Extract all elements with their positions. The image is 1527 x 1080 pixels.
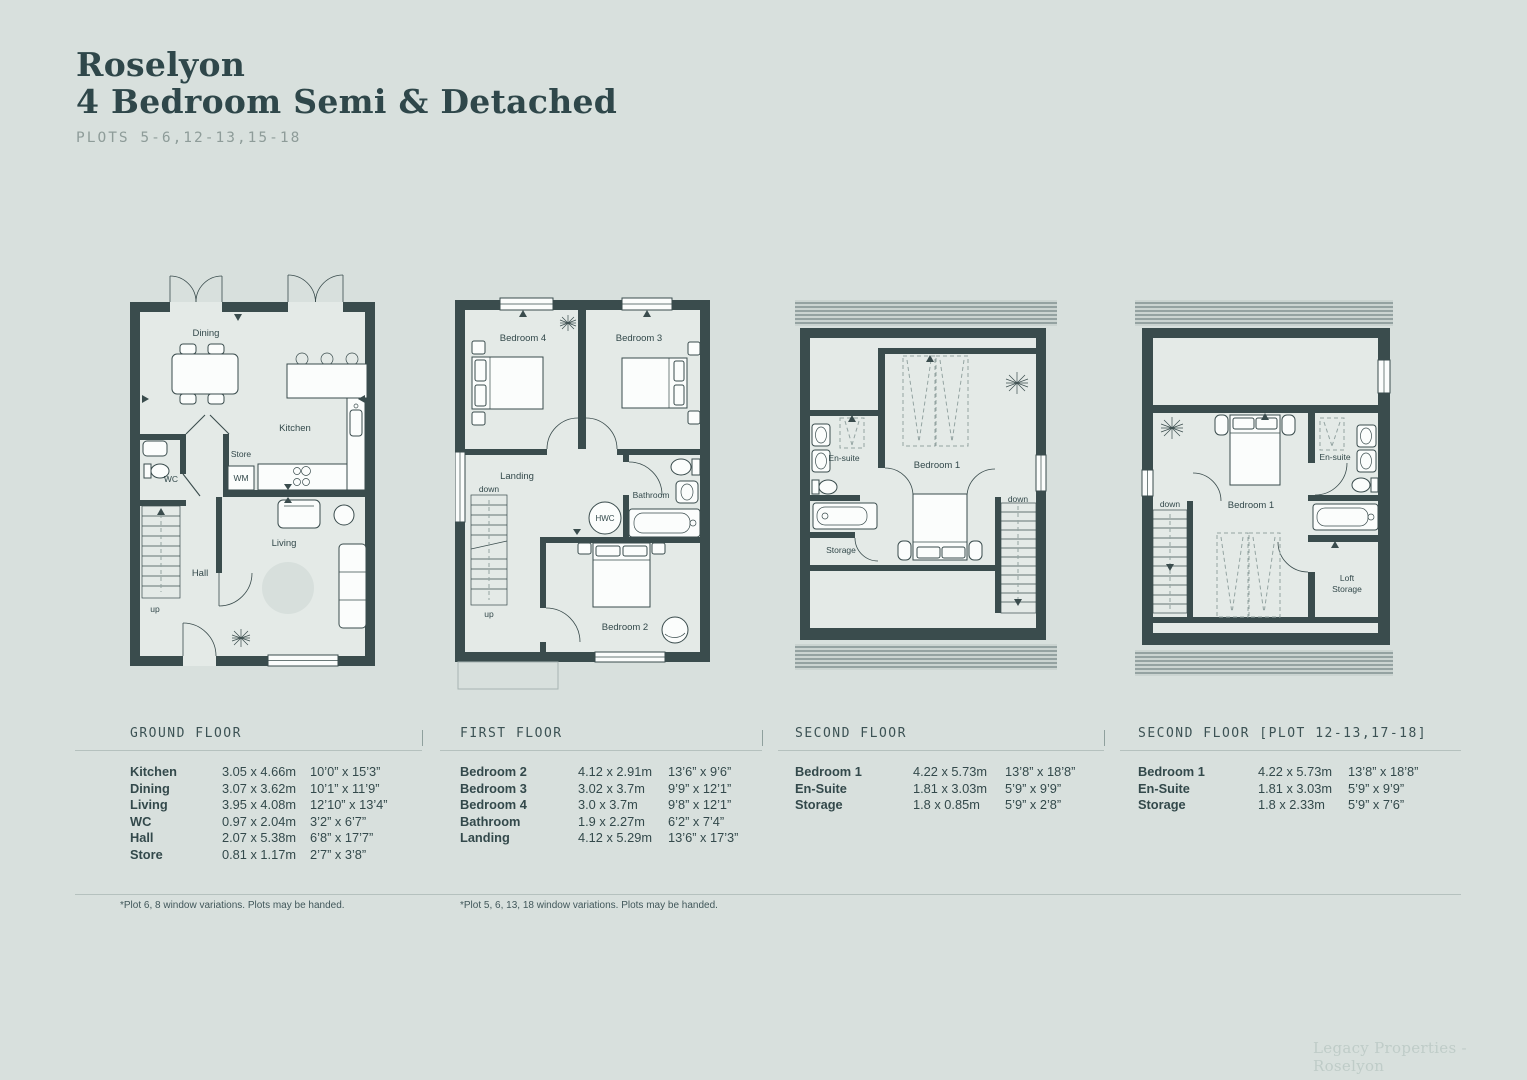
spec-title-second-alt: SECOND FLOOR [PLOT 12-13,17-18] [1120, 726, 1461, 751]
plant-icon [1006, 372, 1028, 394]
table-row: Kitchen 3.05 x 4.66m 10’0” x 15’3” [130, 764, 381, 779]
room-label-bedroom4: Bedroom 4 [499, 333, 547, 344]
room-label-hall: Hall [191, 568, 209, 579]
room-label-ensuite: En-suite [828, 453, 860, 463]
plant-icon [232, 629, 250, 647]
spec-title-ground: GROUND FLOOR [75, 726, 422, 751]
table-row: Store 0.81 x 1.17m 2’7” x 3’8” [130, 846, 367, 862]
stairs-label-up: up [150, 604, 160, 614]
second-floor-spec [778, 726, 1104, 814]
plant-icon [560, 315, 576, 331]
porch-outline [458, 662, 558, 689]
room-label-bedroom3: Bedroom 3 [615, 333, 663, 344]
second-floor-alt-spec [1120, 726, 1461, 814]
room-label-wm: WM [233, 473, 249, 483]
spec-title-first: FIRST FLOOR [440, 726, 762, 751]
table-row: Hall 2.07 x 5.38m 6’8” x 17’7” [130, 830, 374, 846]
first-floor-plan [455, 297, 713, 697]
chair-icon [662, 617, 688, 643]
table-row: Dining 3.07 x 3.62m 10’1” x 11’9” [130, 780, 380, 796]
room-label-dining: Dining [192, 328, 220, 339]
table-row: Bedroom 1 4.22 x 5.73m 13’8” x 18’8” [1138, 764, 1419, 779]
table-row: Bedroom 4 3.0 x 3.7m 9’8” x 12’1” [460, 797, 732, 813]
footer-credit: Legacy Properties - Roselyon [1313, 1039, 1467, 1075]
window [1036, 455, 1046, 491]
side-table-icon [334, 505, 354, 525]
room-label-storage: Storage [826, 545, 856, 555]
room-label-bathroom: Bathroom [632, 490, 670, 500]
sofa-icon [339, 544, 366, 628]
table-row: En-Suite 1.81 x 3.03m 5’9” x 9’9” [795, 780, 1062, 796]
table-row: Bedroom 3 3.02 x 3.7m 9’9” x 12’1” [460, 780, 732, 796]
table-row: Bathroom 1.9 x 2.27m 6’2” x 7’4” [460, 813, 725, 829]
stairs-label-down: down [1007, 494, 1029, 504]
table-row: Bedroom 2 4.12 x 2.91m 13’6” x 9’6” [460, 764, 732, 779]
armchair-icon [278, 500, 320, 528]
table-row: Bedroom 1 4.22 x 5.73m 13’8” x 18’8” [795, 764, 1076, 779]
table-row: WC 0.97 x 2.04m 3’2” x 6’7” [130, 813, 367, 829]
second-floor-plan [795, 298, 1057, 673]
first-floor-spec [440, 726, 762, 847]
bottom-rule [75, 894, 1461, 895]
room-label-wc: WC [163, 474, 179, 484]
room-label-kitchen: Kitchen [279, 423, 311, 434]
room-label-loft-line2: Storage [1332, 584, 1362, 594]
header [76, 46, 617, 146]
table-row: Storage 1.8 x 0.85m 5’9” x 2’8” [795, 797, 1062, 813]
room-label-landing: Landing [500, 471, 534, 482]
table-row: Living 3.95 x 4.08m 12’10” x 13’4” [130, 797, 388, 813]
spec-rows [75, 764, 422, 864]
table-row: En-Suite 1.81 x 3.03m 5’9” x 9’9” [1138, 780, 1405, 796]
plant-icon [1161, 417, 1183, 439]
spec-rows [778, 764, 1104, 814]
spec-rows [1120, 764, 1461, 814]
room-label-bedroom2: Bedroom 2 [601, 622, 649, 633]
section-divider [1104, 730, 1105, 746]
spec-rows [440, 764, 762, 847]
spec-title-second: SECOND FLOOR [778, 726, 1104, 751]
footnote-first: *Plot 5, 6, 13, 18 window variations. Plots may be handed. [460, 900, 718, 911]
rug [262, 562, 314, 614]
room-label-bedroom1: Bedroom 1 [1227, 500, 1275, 511]
development-name: Roselyon [76, 45, 246, 84]
room-label-ensuite: En-suite [1319, 452, 1351, 462]
stairs-label-down: down [478, 484, 500, 494]
ground-floor-spec [75, 726, 422, 864]
section-divider [762, 730, 763, 746]
room-label-store: Store [230, 449, 252, 459]
room-label-loft-line1: Loft [1339, 573, 1355, 583]
room-label-bedroom1: Bedroom 1 [913, 460, 961, 471]
room-label-living: Living [271, 538, 297, 549]
table-row: Landing 4.12 x 5.29m 13’6” x 17’3” [460, 830, 739, 846]
hwc-label: HWC [595, 514, 615, 523]
stairs-label-up: up [484, 609, 494, 619]
footnote-ground: *Plot 6, 8 window variations. Plots may be handed. [120, 900, 345, 911]
stairs-label-down: down [1159, 499, 1181, 509]
plots-subtitle: PLOTS 5-6,12-13,15-18 [76, 130, 302, 146]
page-title: 4 Bedroom Semi & Detached [76, 82, 618, 121]
french-doors-icon [170, 275, 343, 302]
ground-floor-plan [128, 268, 378, 668]
second-floor-plan-alt [1135, 298, 1393, 678]
window [268, 655, 338, 666]
table-row: Storage 1.8 x 2.33m 5’9” x 7’6” [1138, 797, 1405, 813]
section-divider [422, 730, 423, 746]
